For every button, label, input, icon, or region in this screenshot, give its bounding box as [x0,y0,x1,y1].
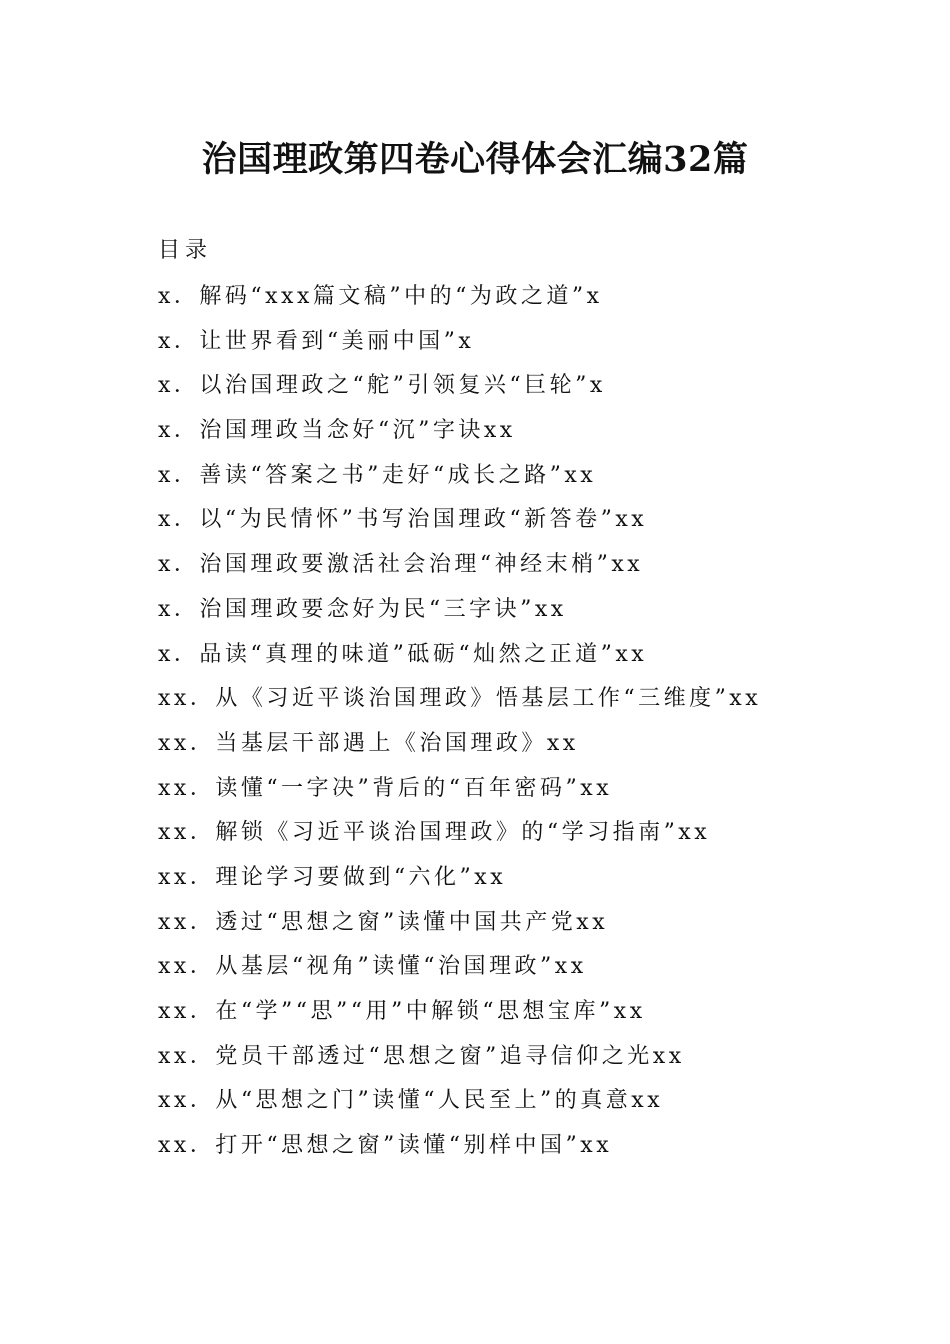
toc-item-20: xx．打开“思想之窗”读懂“别样中国”xx [158,1133,613,1159]
toc-item-10: xx．从《习近平谈治国理政》悟基层工作“三维度”xx [158,686,762,712]
toc-item-4: x．治国理政当念好“沉”字诀xx [158,418,516,444]
toc-item-13: xx．解锁《习近平谈治国理政》的“学习指南”xx [158,820,711,846]
toc-item-11: xx．当基层干部遇上《治国理政》xx [158,730,579,756]
toc-item-14: xx．理论学习要做到“六化”xx [158,864,507,890]
toc-item-8: x．治国理政要念好为民“三字诀”xx [158,596,567,622]
toc-list [158,280,858,1174]
toc-item-18: xx．党员干部透过“思想之窗”追寻信仰之光xx [158,1043,685,1069]
document-title: 治国理政第四卷心得体会汇编32篇 [201,139,749,180]
toc-item-17: xx．在“学”“思”“用”中解锁“思想宝库”xx [158,999,646,1024]
toc-item-2: x．让世界看到“美丽中国”x [158,328,475,354]
toc-item-12: xx．读懂“一字决”背后的“百年密码”xx [158,775,613,801]
toc-item-3: x．以治国理政之“舵”引领复兴“巨轮”x [158,373,606,399]
toc-item-19: xx．从“思想之门”读懂“人民至上”的真意xx [158,1088,664,1114]
toc-heading: 目录 [158,238,213,263]
toc-item-5: x．善读“答案之书”走好“成长之路”xx [158,462,597,488]
toc-item-16: xx．从基层“视角”读懂“治国理政”xx [158,954,587,980]
toc-item-6: x．以“为民情怀”书写治国理政“新答卷”xx [158,507,648,533]
toc-item-7: x．治国理政要激活社会治理“神经末梢”xx [158,552,644,578]
toc-item-15: xx．透过“思想之窗”读懂中国共产党xx [158,909,609,935]
toc-item-1: x．解码“xxx篇文稿”中的“为政之道”x [158,284,603,309]
toc-item-9: x．品读“真理的味道”砥砺“灿然之正道”xx [158,641,648,667]
